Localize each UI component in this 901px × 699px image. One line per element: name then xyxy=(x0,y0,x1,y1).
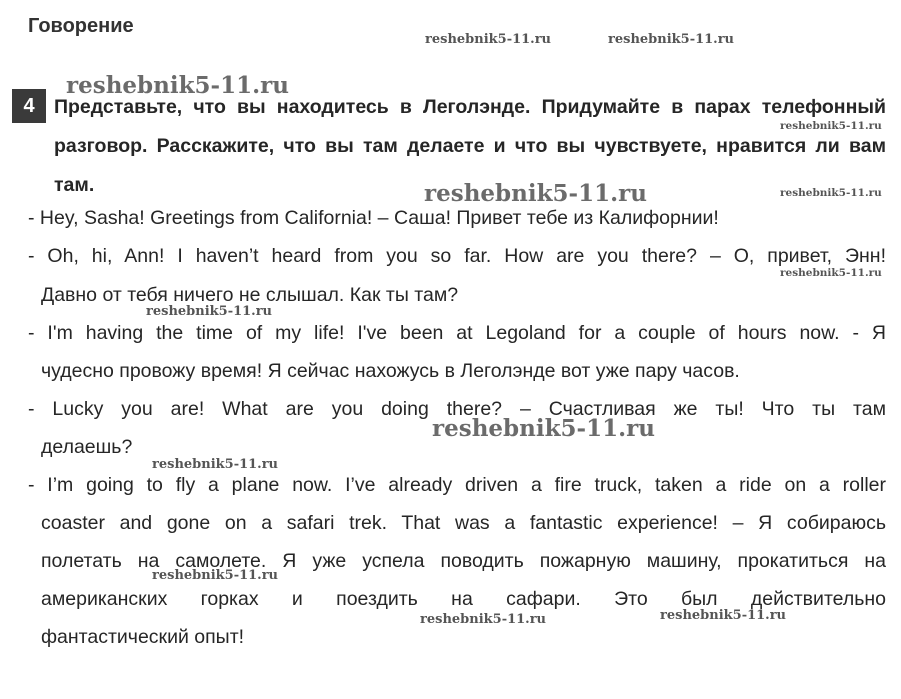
dialogue-line: полетать на самолете. Я уже успела поводить пожарную машину, прокатиться на xyxy=(41,550,886,572)
watermark: reshebnik5-11.ru xyxy=(780,120,882,132)
watermark: reshebnik5-11.ru xyxy=(66,72,289,99)
watermark: reshebnik5-11.ru xyxy=(152,457,279,472)
dialogue-line: чудесно провожу время! Я сейчас нахожусь в Леголэнде вот уже пару часов. xyxy=(41,360,740,382)
watermark: reshebnik5-11.ru xyxy=(424,180,647,207)
dialogue-line: - I’m going to fly a plane now. I’ve already driven a fire truck, taken a ride on a roller xyxy=(28,474,886,496)
watermark: reshebnik5-11.ru xyxy=(780,187,882,199)
section-title: Говорение xyxy=(28,15,134,37)
dialogue-line: американских горках и поездить на сафари. Это был действительно xyxy=(41,588,886,610)
task-number-badge: 4 xyxy=(12,89,46,123)
dialogue-line: - Lucky you are! What are you doing there? – Счастливая же ты! Что ты там xyxy=(28,398,886,420)
dialogue-line: фантастический опыт! xyxy=(41,626,245,648)
dialogue-line: Давно от тебя ничего не слышал. Как ты там? xyxy=(41,284,459,306)
watermark: reshebnik5-11.ru xyxy=(425,32,552,47)
dialogue-line: - I'm having the time of my life! I've been at Legoland for a couple of hours now. - Я xyxy=(28,322,886,344)
dialogue-line: делаешь? xyxy=(41,436,133,458)
dialogue-line: - Oh, hi, Ann! I haven’t heard from you so far. How are you there? – О, привет, Энн! xyxy=(28,245,886,267)
watermark: reshebnik5-11.ru xyxy=(608,32,735,47)
watermark: reshebnik5-11.ru xyxy=(780,267,882,279)
watermark: reshebnik5-11.ru xyxy=(432,415,655,442)
watermark: reshebnik5-11.ru xyxy=(152,568,279,583)
dialogue-line: - Hey, Sasha! Greetings from California! – Саша! Привет тебе из Калифорнии! xyxy=(28,207,719,229)
watermark: reshebnik5-11.ru xyxy=(146,304,273,319)
watermark: reshebnik5-11.ru xyxy=(420,612,547,627)
task-instruction: Представьте, что вы находитесь в Леголэнде. Придумайте в парах телефонный разговор. Расскажите, что вы там делаете и что вы чувствуете, нравится ли вам там. xyxy=(54,96,886,196)
dialogue-line: coaster and gone on a safari trek. That was a fantastic experience! – Я собираюсь xyxy=(41,512,886,534)
watermark: reshebnik5-11.ru xyxy=(660,608,787,623)
